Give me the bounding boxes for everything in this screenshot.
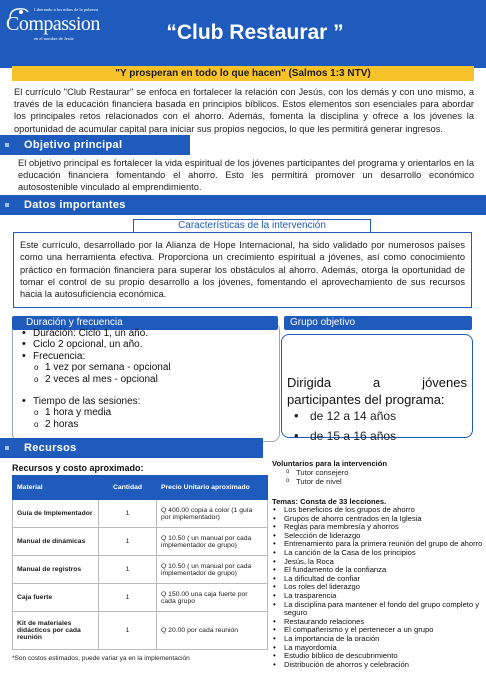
voluntarios-list — [286, 468, 348, 486]
list-item: • La importancia de la oración — [272, 635, 484, 644]
list-item: • de 12 a 14 años — [294, 406, 396, 426]
cell-material: Caja fuerte — [13, 584, 99, 612]
list-item: • El fundamento de la confianza — [272, 566, 484, 575]
table-row — [13, 584, 268, 612]
list-item: • La dificultad de confiar — [272, 575, 484, 584]
list-item: • Tiempo de las sesiones: — [22, 396, 272, 407]
recursos-table — [12, 475, 268, 650]
recursos-heading: Recursos — [24, 442, 77, 454]
list-item: • El compañerismo y el pertenecer a un grupo — [272, 626, 484, 635]
voluntarios-title: Voluntarios para la intervención — [272, 459, 388, 468]
duracion-list — [22, 328, 272, 430]
list-item: • Duración: Ciclo 1, un año. — [22, 328, 272, 339]
table-row — [13, 500, 268, 528]
cell-precio: Q 20.00 por cada reunión — [157, 612, 268, 650]
cell-precio: Q 10.50 ( un manual por cada implementador de grupo) — [157, 528, 268, 556]
objetivo-heading-bar — [0, 135, 190, 155]
table-header-row — [13, 476, 268, 500]
cell-precio: Q 10.50 ( un manual por cada implementador de grupo) — [157, 556, 268, 584]
cell-cantidad: 1 — [99, 556, 157, 584]
logo-tagline-top: Liberando a los niños de la pobreza — [34, 7, 98, 12]
list-item: • La canción de la Casa de los principios — [272, 549, 484, 558]
list-item: o Tutor de nivel — [286, 477, 348, 486]
grupo-label: Grupo objetivo — [284, 316, 472, 330]
column-header: Cantidad — [99, 476, 157, 500]
logo-wordmark: Compassion — [6, 13, 100, 35]
cell-material: Guía de Implementador — [13, 500, 99, 528]
column-header: Material — [13, 476, 99, 500]
costs-footnote: *Son costos estimados, puede variar ya en la implementación — [12, 655, 190, 662]
cell-material: Manual de dinámicas — [13, 528, 99, 556]
cell-cantidad: 1 — [99, 584, 157, 612]
list-item: • de 15 a 16 años — [294, 426, 396, 446]
list-item: • Selección de liderazgo — [272, 532, 484, 541]
compassion-logo — [6, 6, 100, 46]
cell-precio: Q 400.00 copia a color (1 guía por implementador) — [157, 500, 268, 528]
cell-cantidad: 1 — [99, 500, 157, 528]
list-item: • La mayordomía — [272, 644, 484, 653]
logo-tagline-bottom: en el nombre de Jesús — [34, 36, 74, 41]
grupo-text: Dirigida a jóvenes participantes del programa: — [287, 375, 467, 407]
objetivo-text: El objetivo principal es fortalecer la vida espiritual de los jóvenes participantes del programa y orientarlos en la educación financiera fomentando el ahorro. Esto les permitirá promover un desarrollo económico autosostenible vinculado al emprendimiento. — [18, 158, 474, 193]
grupo-list — [294, 406, 396, 446]
recursos-table-title: Recursos y costo aproximado: — [12, 463, 144, 473]
list-item: • La disciplina para mantener el fondo del grupo completo y seguro — [272, 601, 484, 618]
table-row — [13, 612, 268, 650]
page-title: “Club Restaurar ” — [166, 21, 344, 44]
list-subitem: o 1 hora y media — [34, 407, 272, 418]
list-item: • La trasparencia — [272, 592, 484, 601]
list-item: • Ciclo 2 opcional, un año. — [22, 339, 272, 350]
list-item: • Reglas para membresía y ahorros — [272, 523, 484, 532]
caracteristicas-label: Características de la intervención — [133, 219, 371, 233]
datos-heading: Datos importantes — [24, 199, 126, 211]
cell-material: Kit de materiales didácticos por cada reunión — [13, 612, 99, 650]
objetivo-heading: Objetivo principal — [24, 139, 123, 151]
list-item: • Los roles del liderazgo — [272, 583, 484, 592]
cell-cantidad: 1 — [99, 528, 157, 556]
list-item: • Frecuencia: — [22, 351, 272, 362]
temas-title: Temas: Consta de 33 lecciones. — [272, 497, 387, 506]
table-row — [13, 556, 268, 584]
list-subitem: o 2 horas — [34, 419, 272, 430]
datos-heading-bar — [0, 195, 486, 215]
list-item: • Restaurando relaciones — [272, 618, 484, 627]
column-header: Precio Unitario aproximado — [157, 476, 268, 500]
list-item: • Entrenamiento para la primera reunión del grupo de ahorro — [272, 540, 484, 549]
list-item: • Grupos de ahorro centrados en la Iglesia — [272, 515, 484, 524]
list-subitem: o 1 vez por semana - opcional — [34, 362, 272, 373]
list-item: • Los beneficios de los grupos de ahorro — [272, 506, 484, 515]
heading-bullet-icon — [5, 143, 9, 147]
cell-precio: Q 150.00 una caja fuerte por cada grupo — [157, 584, 268, 612]
cell-cantidad: 1 — [99, 612, 157, 650]
cell-material: Manual de registros — [13, 556, 99, 584]
caracteristicas-box: Este currículo, desarrollado por la Alianza de Hope Internacional, ha sido validado por numerosos países como una herramienta efectiva. Proporciona un crecimiento espiritual a jóvenes, así como conocimiento práctico en formación financiera para superar los obstáculos al ahorro. Además, otorga la oportunidad de tomar el control de su propio desarrollo a los jóvenes, fomentando el aprovechamiento de sus recursos hacia la autosuficiencia económica. — [13, 232, 472, 308]
table-row — [13, 528, 268, 556]
recursos-heading-bar — [0, 438, 263, 458]
heading-bullet-icon — [5, 446, 9, 450]
list-item: • Distribución de ahorros y celebración — [272, 661, 484, 670]
list-item: o Tutor consejero — [286, 468, 348, 477]
intro-paragraph: El currículo "Club Restaurar" se enfoca en fortalecer la relación con Jesús, con los demás y con uno mismo, a través de la educación financiera basada en principios bíblicos. Estos elementos son esenciales para abordar los principales retos relacionados con el ahorro. Además, fomenta la disciplina y ofrece a los jóvenes la oportunidad de acumular capital para iniciar sus propios negocios, lo que les permitirá generar ingresos. — [14, 87, 474, 134]
list-item: • Estudio bíblico de descubrimiento — [272, 652, 484, 661]
heading-bullet-icon — [5, 203, 9, 207]
duracion-label: Duración y frecuencia — [12, 316, 278, 330]
verse-banner: "Y prosperan en todo lo que hacen" (Salmos 1:3 NTV) — [12, 66, 474, 81]
temas-list — [272, 506, 484, 669]
list-subitem: o 2 veces al mes - opcional — [34, 374, 272, 385]
list-item: • Jesús, la Roca — [272, 558, 484, 567]
